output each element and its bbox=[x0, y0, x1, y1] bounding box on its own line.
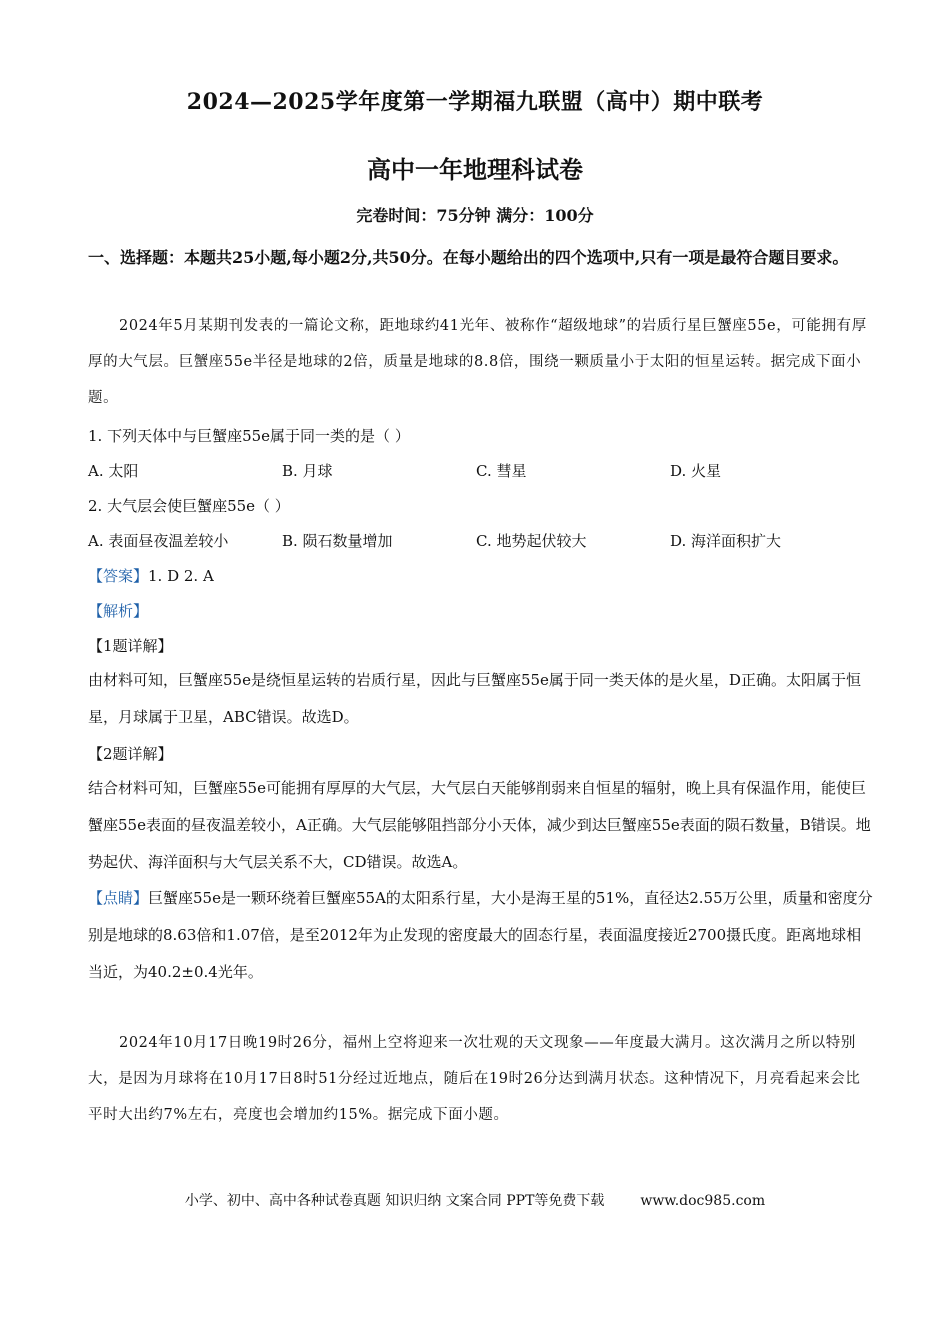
answer-line bbox=[88, 565, 214, 586]
question-2-stem: 2. 大气层会使巨蟹座55e（ ） bbox=[88, 497, 290, 515]
comment-text: 巨蟹座55e是一颗环绕着巨蟹座55A的太阳系行星，大小是海王星的51%，直径达2.55万公里，质量和密度分别是地球的8.63倍和1.07倍，是至2012年为止发现的密度最大的固态行星，表面温度接近2700摄氏度。距离地球相当近，为40.2±0.4光年。 bbox=[88, 889, 873, 981]
comment-tag: 【点睛】 bbox=[88, 889, 149, 907]
passage-1: 2024年5月某期刊发表的一篇论文称，距地球约41光年、被称作“超级地球”的岩质行星巨蟹座55e，可能拥有厚厚的大气层。巨蟹座55e半径是地球的2倍，质量是地球的8.8倍，围绕一颗质量小于太阳的恒星运转。据完成下面小题。 bbox=[88, 318, 867, 406]
question-1-option-d: D. 火星 bbox=[670, 462, 722, 480]
question-2-option-c: C. 地势起伏较大 bbox=[476, 532, 587, 550]
question-2-option-d: D. 海洋面积扩大 bbox=[670, 532, 782, 550]
comment-block bbox=[88, 880, 873, 991]
section-heading: 一、选择题：本题共25小题,每小题2分,共50分。在每小题给出的四个选项中,只有一项是最符合题目要求。 bbox=[88, 248, 849, 267]
exam-title: 2024—2025学年度第一学期福九联盟（高中）期中联考 bbox=[186, 89, 764, 115]
footer-text: 小学、初中、高中各种试卷真题 知识归纳 文案合同 PPT等免费下载 bbox=[184, 1193, 605, 1209]
detail-1-tag: 【1题详解】 bbox=[88, 637, 173, 655]
analysis-line bbox=[88, 600, 148, 621]
detail-2-text: 结合材料可知，巨蟹座55e可能拥有厚厚的大气层，大气层白天能够削弱来自恒星的辐射，晚上具有保温作用，能使巨蟹座55e表面的昼夜温差较小，A正确。大气层能够阻挡部分小天体，减少到达巨蟹座55e表面的陨石数量，B错误。地势起伏、海洋面积与大气层关系不大，CD错误。故选A。 bbox=[88, 779, 871, 871]
exam-meta: 完卷时间：75分钟 满分：100分 bbox=[356, 206, 594, 225]
question-1-option-c: C. 彗星 bbox=[476, 462, 527, 480]
detail-2-tag: 【2题详解】 bbox=[88, 745, 173, 763]
question-2-option-a: A. 表面昼夜温差较小 bbox=[88, 532, 229, 550]
exam-subtitle: 高中一年地理科试卷 bbox=[367, 155, 583, 184]
analysis-tag: 【解析】 bbox=[88, 602, 149, 620]
question-1-option-b: B. 月球 bbox=[282, 462, 333, 480]
answer-tag: 【答案】 bbox=[88, 567, 149, 585]
page-footer bbox=[0, 1190, 950, 1210]
footer-link[interactable]: www.doc985.com bbox=[640, 1193, 766, 1209]
answer-text: 1. D 2. A bbox=[148, 567, 214, 585]
detail-1-text: 由材料可知，巨蟹座55e是绕恒星运转的岩质行星，因此与巨蟹座55e属于同一类天体的是火星，D正确。太阳属于恒星，月球属于卫星，ABC错误。故选D。 bbox=[88, 671, 861, 726]
question-1-option-a: A. 太阳 bbox=[88, 462, 139, 480]
question-1-stem: 1. 下列天体中与巨蟹座55e属于同一类的是（ ） bbox=[88, 427, 410, 445]
passage-2: 2024年10月17日晚19时26分，福州上空将迎来一次壮观的天文现象——年度最大满月。这次满月之所以特别大，是因为月球将在10月17日8时51分经过近地点，随后在19时26分达到满月状态。这种情况下，月亮看起来会比平时大出约7%左右，亮度也会增加约15%。据完成下面小题。 bbox=[88, 1035, 861, 1123]
question-2-option-b: B. 陨石数量增加 bbox=[282, 532, 393, 550]
